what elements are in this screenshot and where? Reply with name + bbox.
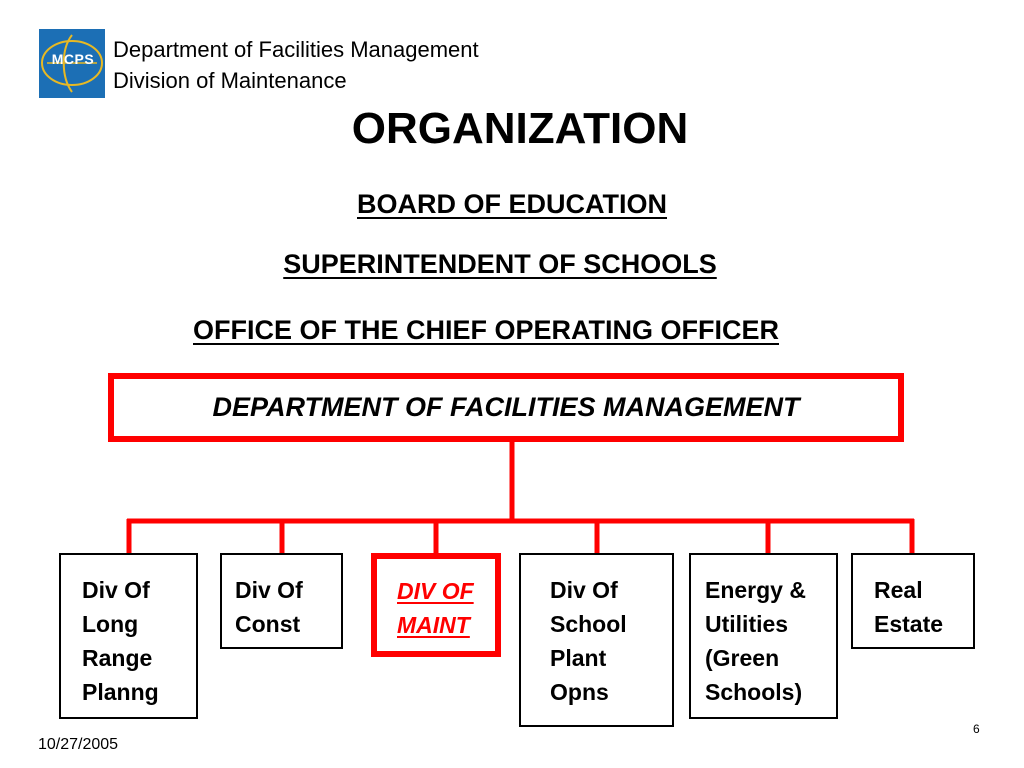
superintendent-label: SUPERINTENDENT OF SCHOOLS — [283, 249, 717, 279]
board-of-education-label: BOARD OF EDUCATION — [357, 189, 667, 219]
division-school-plant-operations — [519, 553, 674, 727]
chief-operating-officer-label: OFFICE OF THE CHIEF OPERATING OFFICER — [193, 315, 779, 345]
division-real-estate — [851, 553, 975, 649]
division-long-range-planning — [59, 553, 198, 719]
division-label: Div Of Const — [235, 577, 303, 637]
page-number: 6 — [973, 722, 980, 736]
division-label: Real Estate — [874, 577, 944, 637]
division-label: DIV OF MAINT — [397, 578, 474, 638]
header-division: Division of Maintenance — [113, 68, 347, 93]
division-maintenance — [371, 553, 501, 657]
header-department: Department of Facilities Management — [113, 37, 479, 62]
page-title: ORGANIZATION — [351, 104, 689, 153]
logo-text: MCPS — [51, 51, 95, 67]
division-label: Div Of Long Range Planng — [82, 577, 159, 705]
division-label: Div Of School Plant Opns — [550, 577, 627, 705]
department-label: DEPARTMENT OF FACILITIES MANAGEMENT — [212, 392, 800, 422]
division-construction — [220, 553, 343, 649]
footer-date: 10/27/2005 — [38, 736, 119, 753]
division-energy-utilities — [689, 553, 838, 719]
division-label: Energy & Utilities (Green Schools) — [705, 577, 806, 705]
